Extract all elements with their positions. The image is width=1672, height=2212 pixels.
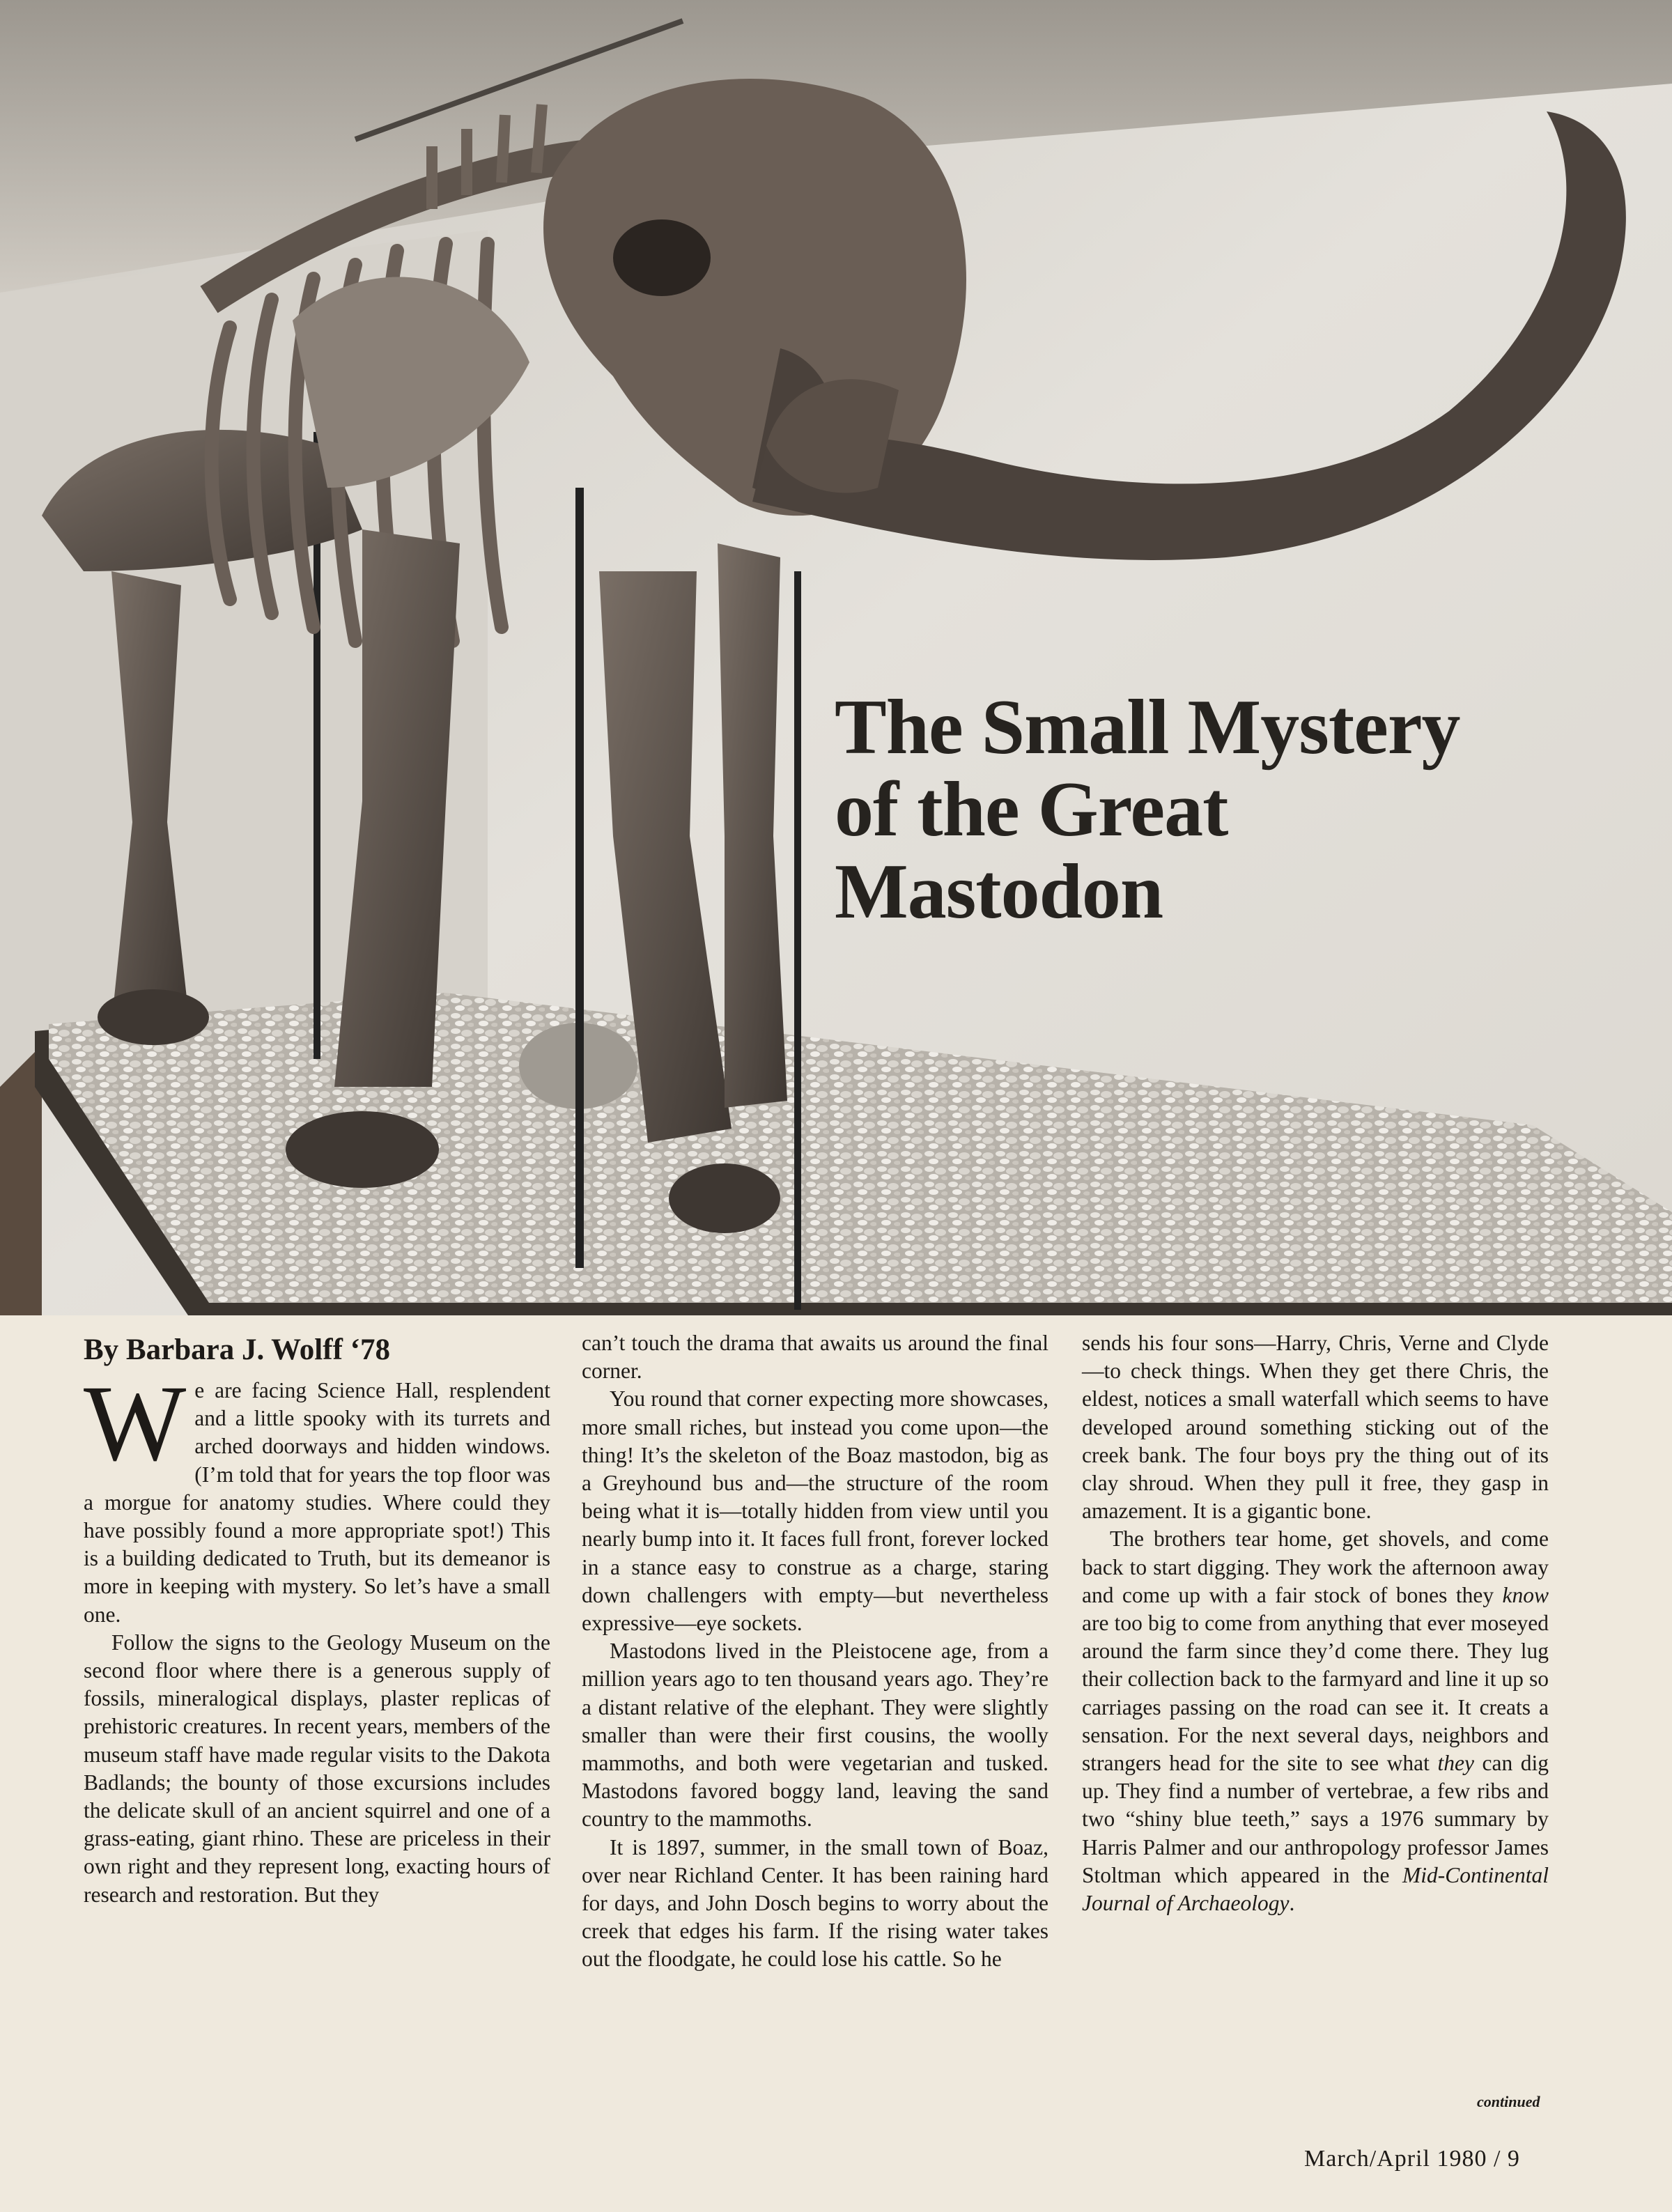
article-title [835, 686, 1636, 933]
article-column-2 [582, 1329, 1048, 1974]
paragraph: sends his four sons—Harry, Chris, Verne and Clyde—to check things. When they get there Chris, the eldest, notices a small waterfall which seems to have developed around something sticking out of the creek bank. The four boys pry the thing out of its clay shroud. When they pull it free, they gasp in amazement. It is a gigantic bone. [1082, 1331, 1549, 1524]
text-run: can dig up. They find a number of vertebrae, a few ribs and two “shiny blue teeth,” says a 1976 summary by Harris Palmer and our anthropology professor James Stoltman which appeared in the [1082, 1751, 1549, 1887]
emphasis: know [1502, 1582, 1549, 1607]
text-run: are too big to come from anything that ever moseyed around the farm since they’d come there. They lug their collection back to the farmyard and line it up so carriages passing on the road can see it. It creats a sensation. For the next several days, neighbors and strangers head for the site to see what [1082, 1611, 1549, 1776]
article-column-1 [84, 1329, 550, 1909]
journal-title: Mid-Continental Journal of Archaeology [1082, 1862, 1549, 1916]
title-line: of the Great [835, 766, 1228, 853]
paragraph: You round that corner expecting more showcases, more small riches, but instead you come upon—the thing! It’s the skeleton of the Boaz mastodon, big as a Greyhound bus and—the structure of the room being what it is—totally hidden from view until you nearly bump into it. It faces full front, forever locked in a stance easy to construe as a charge, staring down challengers with empty—but nevertheless expressive—eye sockets. [582, 1386, 1048, 1636]
drop-cap: W [84, 1363, 187, 1483]
paragraph: Mastodons lived in the Pleistocene age, from a million years ago to ten thousand years ago. They’re a distant relative of the elephant. They were slightly smaller than were their first cousins, the woolly mammoths, and both were vegetarian and tusked. Mastodons favored boggy land, leaving the sand country to the mammoths. [582, 1639, 1048, 1832]
text-run: . [1289, 1891, 1295, 1916]
byline: By Barbara J. Wolff ‘78 [84, 1333, 390, 1366]
continued-note: continued [1477, 2093, 1540, 2110]
paragraph [1082, 1525, 1549, 1917]
paragraph: Follow the signs to the Geology Museum on the second floor where there is a generous supply of fossils, mineralogical displays, plaster replicas of prehistoric creatures. In recent years, members of the museum staff have made regular visits to the Dakota Badlands; the bounty of those excursions includes the delicate skull of an ancient squirrel and one of a grass-eating, giant rhino. These are priceless in their own right and they represent long, exacting hours of research and restoration. But they [84, 1630, 550, 1907]
emphasis: they [1437, 1751, 1474, 1776]
paragraph [84, 1363, 550, 1629]
paragraph-text: e are facing Science Hall, resplendent and a little spooky with its turrets and arched doorways and hidden windows. (I’m told that for years the top floor was a morgue for anatomy studies. Where could they have possibly found a more appropriate spot!) This is a building dedicated to Truth, but its demeanor is more in keeping with mystery. So let’s have a small one. [84, 1378, 550, 1627]
text-run: The brothers tear home, get shovels, and come back to start digging. They work the afternoon away and come up with a fair stock of bones they [1082, 1526, 1549, 1607]
title-line: Mastodon [835, 849, 1163, 935]
page-folio: March/April 1980 / 9 [1304, 2146, 1520, 2172]
title-line: The Small Mystery [835, 684, 1460, 771]
article-column-3 [1082, 1329, 1549, 1917]
paragraph: can’t touch the drama that awaits us around the final corner. [582, 1331, 1048, 1384]
paragraph: It is 1897, summer, in the small town of Boaz, over near Richland Center. It has been raining hard for days, and John Dosch begins to worry about the creek that edges his farm. If the rising water takes out the floodgate, he could lose his cattle. So he [582, 1834, 1048, 1972]
